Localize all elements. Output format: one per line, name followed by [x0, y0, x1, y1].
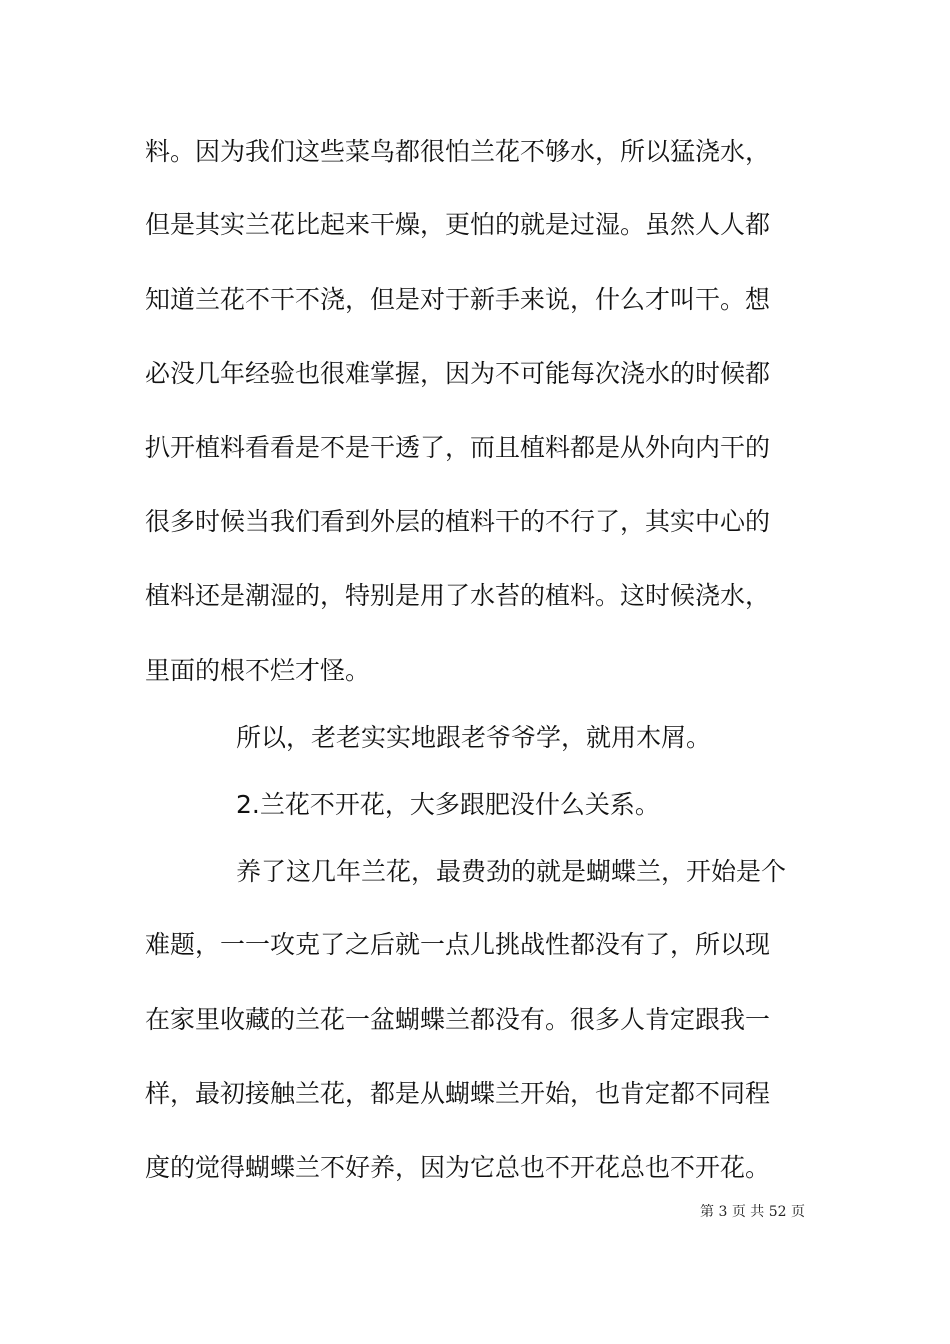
text-line: 在家里收藏的兰花一盆蝴蝶兰都没有。很多人肯定跟我一 — [145, 1005, 771, 1034]
text-line: 养了这几年兰花，最费劲的就是蝴蝶兰，开始是个 — [236, 857, 787, 886]
text-line: 但是其实兰花比起来干燥，更怕的就是过湿。虽然人人都 — [145, 210, 771, 239]
paragraph-text: 所以，老老实实地跟老爷爷学，就用木屑。 — [236, 723, 712, 752]
text-line: 料。因为我们这些菜鸟都很怕兰花不够水，所以猛浇水， — [145, 137, 771, 166]
section-heading: 2.兰花不开花，大多跟肥没什么关系。 — [236, 790, 660, 819]
text-line: 难题，一一攻克了之后就一点儿挑战性都没有了，所以现 — [145, 930, 771, 959]
text-line: 很多时候当我们看到外层的植料干的不行了，其实中心的 — [145, 507, 771, 536]
text-line: 扒开植料看看是不是干透了，而且植料都是从外向内干的 — [145, 433, 771, 462]
text-line: 必没几年经验也很难掌握，因为不可能每次浇水的时候都 — [145, 359, 771, 388]
text-line: 样，最初接触兰花，都是从蝴蝶兰开始，也肯定都不同程 — [145, 1079, 771, 1108]
text-line: 知道兰花不干不浇，但是对于新手来说，什么才叫干。想 — [145, 285, 771, 314]
text-line: 度的觉得蝴蝶兰不好养，因为它总也不开花总也不开花。 — [145, 1153, 771, 1182]
text-line: 植料还是潮湿的，特别是用了水苔的植料。这时候浇水， — [145, 581, 771, 610]
page-number: 第 3 页 共 52 页 — [700, 1204, 805, 1220]
text-line: 里面的根不烂才怪。 — [145, 656, 371, 685]
